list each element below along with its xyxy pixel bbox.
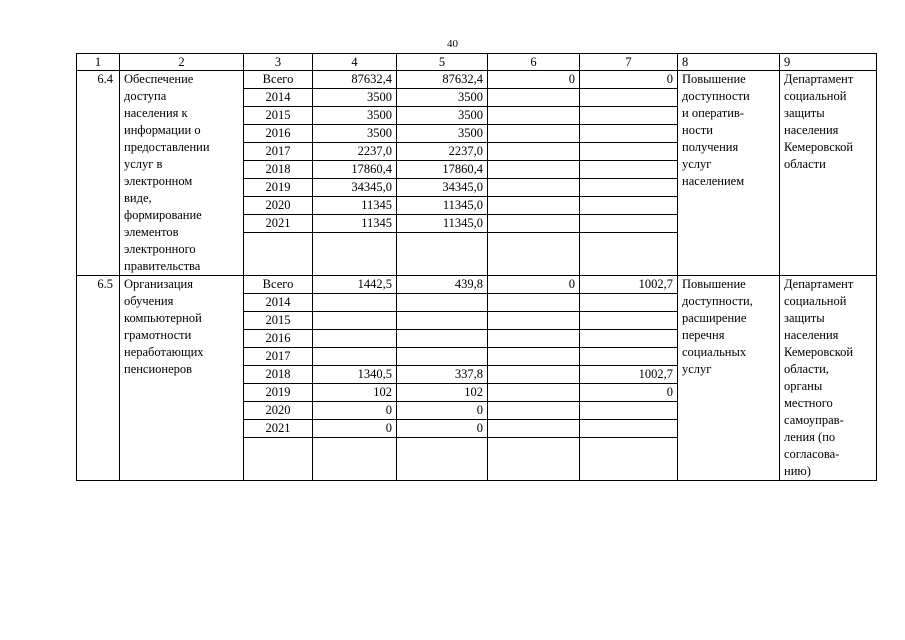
period-label: 2017: [244, 143, 313, 161]
value-c5: [397, 348, 488, 366]
period-label: 2015: [244, 312, 313, 330]
value-c7: 0: [580, 71, 678, 89]
value-c7: [580, 294, 678, 312]
expected-result-line: перечня: [682, 328, 725, 342]
value-c4: 11345: [313, 215, 397, 233]
value-c6: [488, 143, 580, 161]
section-name-line: формирование: [124, 208, 202, 222]
value-c6: [488, 294, 580, 312]
executor-line: Департамент: [784, 72, 854, 86]
value-c6: [488, 384, 580, 402]
value-c5: [397, 294, 488, 312]
executor-line: Кемеровской: [784, 140, 854, 154]
value-c7: [580, 312, 678, 330]
value-c6: [488, 125, 580, 143]
period-label: 2021: [244, 420, 313, 438]
value-c5: 34345,0: [397, 179, 488, 197]
value-c5: 11345,0: [397, 197, 488, 215]
section-name-line: виде,: [124, 191, 152, 205]
filler-cell: [313, 233, 397, 276]
expected-result-line: доступности: [682, 89, 750, 103]
page-number: 40: [447, 38, 458, 50]
period-label: 2014: [244, 294, 313, 312]
section-name-line: грамотности: [124, 328, 192, 342]
value-c7: [580, 330, 678, 348]
filler-cell: [488, 438, 580, 481]
value-c7: 1002,7: [580, 366, 678, 384]
filler-cell: [313, 438, 397, 481]
value-c4: 17860,4: [313, 161, 397, 179]
section-name-line: населения к: [124, 106, 188, 120]
value-c5: [397, 312, 488, 330]
expected-result: [678, 71, 780, 276]
value-c7: [580, 89, 678, 107]
section-name-line: предоставлении: [124, 140, 210, 154]
value-c7: [580, 402, 678, 420]
value-c4: 0: [313, 402, 397, 420]
expected-result-line: социальных: [682, 345, 747, 359]
section-code: 6.5: [77, 276, 120, 481]
header-col-6: 6: [488, 54, 580, 71]
section-name-line: пенсионеров: [124, 362, 193, 376]
period-label: 2020: [244, 197, 313, 215]
value-c4: [313, 330, 397, 348]
executor-line: области,: [784, 362, 829, 376]
value-c7: [580, 179, 678, 197]
executor-line: области: [784, 157, 826, 171]
expected-result-line: ности: [682, 123, 713, 137]
expected-result-line: населением: [682, 174, 745, 188]
period-label: 2020: [244, 402, 313, 420]
executor-line: ления (по: [784, 430, 836, 444]
period-label: 2019: [244, 179, 313, 197]
value-c7: [580, 161, 678, 179]
header-col-3: 3: [244, 54, 313, 71]
value-c7: [580, 420, 678, 438]
executor-line: нию): [784, 464, 811, 478]
executor: [780, 276, 877, 481]
executor-line: органы: [784, 379, 823, 393]
value-c6: 0: [488, 71, 580, 89]
section-name-line: правительства: [124, 259, 201, 273]
value-c4: 3500: [313, 107, 397, 125]
section-name-line: информации о: [124, 123, 201, 137]
executor-line: местного: [784, 396, 833, 410]
expected-result-line: Повышение: [682, 277, 746, 291]
executor-line: защиты: [784, 311, 825, 325]
value-c4: [313, 294, 397, 312]
expected-result-line: услуг: [682, 157, 712, 171]
value-c6: [488, 348, 580, 366]
value-c4: 3500: [313, 125, 397, 143]
value-c5: 3500: [397, 89, 488, 107]
section-name-line: неработающих: [124, 345, 204, 359]
period-label: 2014: [244, 89, 313, 107]
header-col-7: 7: [580, 54, 678, 71]
table-row: [77, 71, 877, 89]
filler-cell: [244, 438, 313, 481]
section-name-line: обучения: [124, 294, 174, 308]
period-label: Всего: [244, 71, 313, 89]
expected-result-line: Повышение: [682, 72, 746, 86]
filler-cell: [580, 438, 678, 481]
expected-result-line: расширение: [682, 311, 747, 325]
value-c7: [580, 143, 678, 161]
value-c6: [488, 215, 580, 233]
section-name: [120, 276, 244, 481]
period-label: 2015: [244, 107, 313, 125]
value-c6: [488, 366, 580, 384]
value-c6: [488, 197, 580, 215]
filler-cell: [580, 233, 678, 276]
period-label: 2021: [244, 215, 313, 233]
value-c7: [580, 107, 678, 125]
value-c5: 0: [397, 420, 488, 438]
header-col-5: 5: [397, 54, 488, 71]
section-name-line: электронном: [124, 174, 193, 188]
value-c6: [488, 107, 580, 125]
executor-line: согласова-: [784, 447, 840, 461]
value-c5: 87632,4: [397, 71, 488, 89]
value-c5: 2237,0: [397, 143, 488, 161]
value-c7: 1002,7: [580, 276, 678, 294]
section-name-line: электронного: [124, 242, 196, 256]
value-c7: [580, 197, 678, 215]
section-name-line: доступа: [124, 89, 167, 103]
value-c6: [488, 330, 580, 348]
executor-line: социальной: [784, 89, 847, 103]
section-name-line: услуг в: [124, 157, 163, 171]
executor-line: населения: [784, 328, 839, 342]
filler-cell: [244, 233, 313, 276]
value-c6: [488, 402, 580, 420]
executor-line: Департамент: [784, 277, 854, 291]
value-c7: 0: [580, 384, 678, 402]
value-c5: 439,8: [397, 276, 488, 294]
executor-line: Кемеровской: [784, 345, 854, 359]
period-label: 2019: [244, 384, 313, 402]
value-c7: [580, 215, 678, 233]
value-c7: [580, 348, 678, 366]
value-c4: 2237,0: [313, 143, 397, 161]
period-label: 2016: [244, 125, 313, 143]
period-label: 2017: [244, 348, 313, 366]
value-c6: 0: [488, 276, 580, 294]
value-c4: 87632,4: [313, 71, 397, 89]
value-c6: [488, 312, 580, 330]
header-col-4: 4: [313, 54, 397, 71]
value-c4: 11345: [313, 197, 397, 215]
header-col-9: 9: [780, 54, 877, 71]
value-c6: [488, 89, 580, 107]
period-label: 2018: [244, 161, 313, 179]
value-c6: [488, 161, 580, 179]
value-c4: 1340,5: [313, 366, 397, 384]
expected-result-line: получения: [682, 140, 739, 154]
value-c7: [580, 125, 678, 143]
header-row: [77, 54, 877, 71]
value-c6: [488, 179, 580, 197]
value-c4: 102: [313, 384, 397, 402]
value-c5: 102: [397, 384, 488, 402]
period-label: 2018: [244, 366, 313, 384]
expected-result-line: и оператив-: [682, 106, 744, 120]
value-c5: 3500: [397, 125, 488, 143]
expected-result-line: доступности,: [682, 294, 753, 308]
value-c5: 3500: [397, 107, 488, 125]
value-c4: 3500: [313, 89, 397, 107]
value-c4: 34345,0: [313, 179, 397, 197]
header-col-2: 2: [120, 54, 244, 71]
executor-line: населения: [784, 123, 839, 137]
value-c4: 0: [313, 420, 397, 438]
value-c5: 0: [397, 402, 488, 420]
section-name-line: Организация: [124, 277, 193, 291]
executor-line: самоуправ-: [784, 413, 844, 427]
executor: [780, 71, 877, 276]
section-name-line: Обеспечение: [124, 72, 194, 86]
filler-cell: [397, 438, 488, 481]
expected-result: [678, 276, 780, 481]
expected-result-line: услуг: [682, 362, 712, 376]
value-c5: 17860,4: [397, 161, 488, 179]
value-c5: 11345,0: [397, 215, 488, 233]
value-c5: 337,8: [397, 366, 488, 384]
value-c4: [313, 312, 397, 330]
filler-cell: [488, 233, 580, 276]
table-row: [77, 276, 877, 294]
program-table: [76, 53, 877, 481]
section-name: [120, 71, 244, 276]
header-col-8: 8: [678, 54, 780, 71]
period-label: 2016: [244, 330, 313, 348]
section-name-line: элементов: [124, 225, 179, 239]
value-c6: [488, 420, 580, 438]
value-c5: [397, 330, 488, 348]
value-c4: [313, 348, 397, 366]
section-code: 6.4: [77, 71, 120, 276]
period-label: Всего: [244, 276, 313, 294]
header-col-1: 1: [77, 54, 120, 71]
filler-cell: [397, 233, 488, 276]
value-c4: 1442,5: [313, 276, 397, 294]
executor-line: социальной: [784, 294, 847, 308]
section-name-line: компьютерной: [124, 311, 202, 325]
executor-line: защиты: [784, 106, 825, 120]
